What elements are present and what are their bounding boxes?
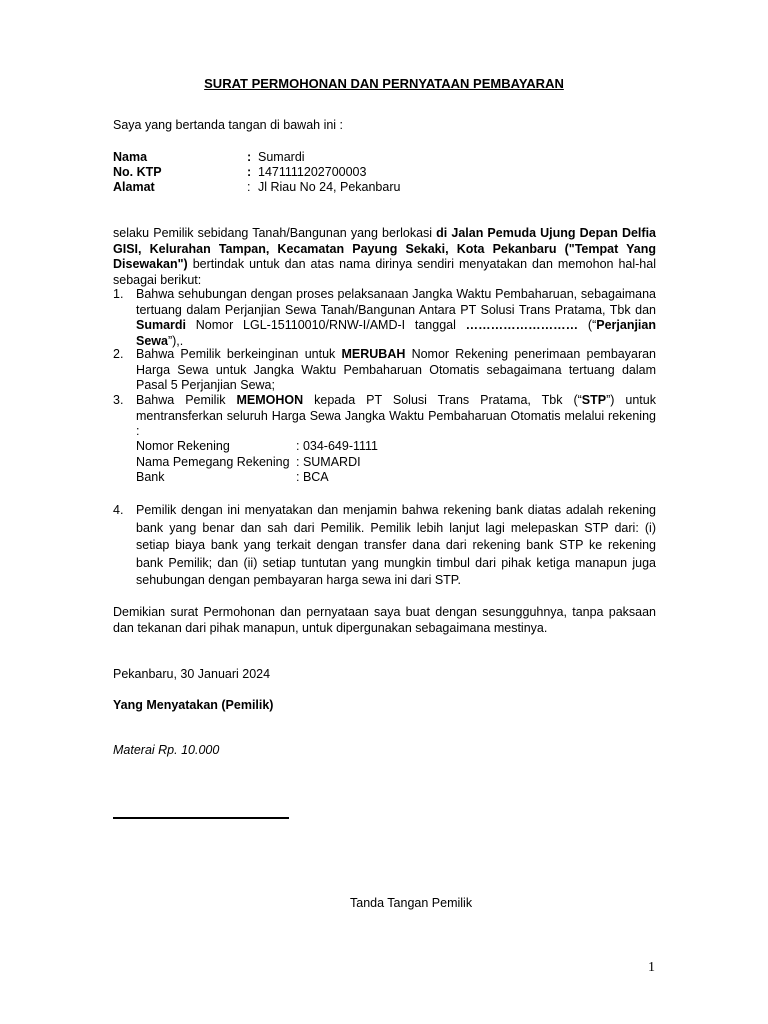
document-title: SURAT PERMOHONAN DAN PERNYATAAN PEMBAYARAN [204, 76, 564, 91]
identity-label: No. KTP [113, 165, 162, 179]
item-text: (“ [578, 318, 597, 332]
list-number: 1. [113, 287, 124, 301]
item-text: Bahwa sehubungan dengan proses pelaksanaan Jangka Waktu Pembaharuan, sebagaimana tertuang dalam Perjanjian Sewa Tanah/Bangunan Antara PT Solusi Trans Pratama, Tbk dan [136, 287, 656, 317]
identity-sep: : [247, 165, 252, 179]
owner-name-bold: Sumardi [136, 318, 187, 332]
item-text: ”) untuk mentransferkan seluruh Harga Sewa Jangka Waktu Pembaharuan Otomatis melalui rekening : [136, 393, 656, 438]
account-label: Nomor Rekening [136, 439, 230, 453]
account-value: : 034-649-1111 [296, 439, 379, 453]
agreement-term-bold: Perjanjian Sewa [136, 318, 656, 348]
list-number: 4. [113, 503, 124, 517]
para-tail: bertindak untuk dan atas nama dirinya sendiri menyatakan dan memohon hal-hal sebagai berikut: [113, 257, 656, 287]
identity-row-address [113, 180, 513, 195]
list-item-4 [113, 502, 656, 590]
closing-paragraph: Demikian surat Permohonan dan pernyataan saya buat dengan sesungguhnya, tanpa paksaan dan tekanan dari pihak manapun, untuk dipergunakan sebagaimana mestinya. [113, 605, 656, 635]
item-text: Nomor LGL-15110010/RNW-I/AMD-I tanggal [186, 318, 466, 332]
identity-row-ktp [113, 165, 513, 180]
item-text: ”),. [167, 333, 184, 348]
list-number: 2. [113, 347, 124, 361]
account-label: Bank [136, 470, 165, 484]
account-row-number [136, 439, 536, 454]
identity-label: Nama [113, 150, 148, 164]
list-item-1 [113, 287, 656, 349]
page-number: 1 [648, 960, 655, 975]
identity-value: 1471111202700003 [258, 165, 367, 179]
signatory-label: Yang Menyatakan (Pemilik) [113, 698, 274, 712]
identity-row-name [113, 150, 513, 165]
account-label: Nama Pemegang Rekening [136, 455, 290, 469]
stp-abbrev-bold: STP [581, 393, 607, 407]
list-item-2 [113, 347, 656, 394]
account-row-bank [136, 470, 536, 485]
item-text: Bahwa Pemilik berkeinginan untuk [136, 347, 342, 361]
item-text: Nomor Rekening penerimaan pembayaran Harga Sewa untuk Jangka Waktu Pembaharuan Otomatis sebagaimana tertuang dalam Pasal 5 Perjanjian Sewa; [136, 347, 657, 392]
list-item-3 [113, 393, 656, 440]
item-text: Bahwa Pemilik [136, 393, 237, 407]
identity-label: Alamat [113, 180, 155, 194]
stamp-note: Materai Rp. 10.000 [113, 743, 220, 757]
item-text: kepada PT Solusi Trans Pratama, Tbk (“ [303, 393, 582, 407]
change-term-bold: MERUBAH [341, 347, 406, 361]
date-placeholder: ……………………… [465, 318, 579, 332]
item-text: Pemilik dengan ini menyatakan dan menjamin bahwa rekening bank diatas adalah rekening bank yang benar dan sah dari Pemilik. Pemilik lebih lanjut lagi melepaskan STP dari: (i) setiap biaya bank yang terkait dengan transfer dana dari rekening bank STP ke rekening bank Pemilik; dan (ii) setiap tuntutan yang mungkin timbul dari pihak ketiga manapun juga sehubungan dengan pembayaran harga sewa ini dari STP. [136, 503, 656, 587]
identity-value: Sumardi [258, 150, 305, 164]
request-term-bold: MEMOHON [236, 393, 304, 407]
identity-sep: : [247, 150, 252, 164]
para-lead: selaku Pemilik sebidang Tanah/Bangunan yang berlokasi [113, 226, 437, 240]
place-date: Pekanbaru, 30 Januari 2024 [113, 667, 271, 681]
account-row-holder [136, 455, 536, 470]
owner-statement-paragraph [113, 226, 656, 288]
account-value: : SUMARDI [296, 455, 361, 469]
signature-caption: Tanda Tangan Pemilik [350, 896, 473, 910]
identity-value: Jl Riau No 24, Pekanbaru [258, 180, 401, 194]
list-number: 3. [113, 393, 124, 407]
property-location: di Jalan Pemuda Ujung Depan Delfia GISI, Kelurahan Tampan, Kecamatan Payung Sekaki, Kota Pekanbaru ("Tempat Yang Disewakan") [113, 226, 656, 271]
account-value: : BCA [296, 470, 329, 484]
signature-line [113, 817, 289, 819]
identity-sep: : [247, 180, 251, 194]
intro-text: Saya yang bertanda tangan di bawah ini : [113, 118, 344, 132]
